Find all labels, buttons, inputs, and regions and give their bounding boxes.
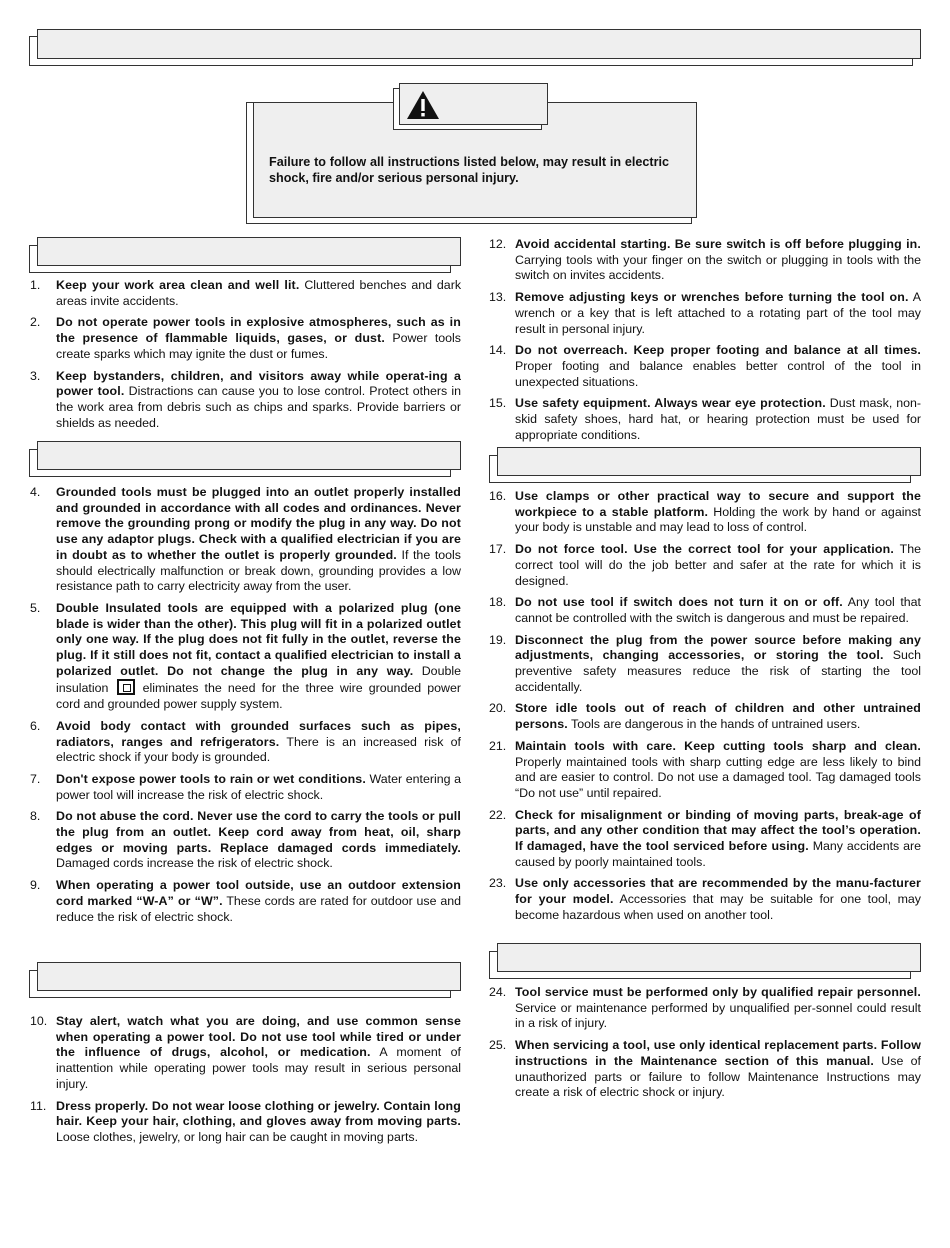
list-item: 5. Double Insulated tools are equipped with a polarized plug (one blade is wider than the other). This plug will fit in a polarized outlet only one way. If the plug does not fit fully in the outlet, reverse the plug. If it still does not fit, contact a qualified electrician to install a polarized outlet. Do not change the plug in any way. Double insulation eliminates the need for the three wire grounded power cord and grounded power supply system. bbox=[30, 600, 461, 712]
list-item: 25. When servicing a tool, use only identical replacement parts. Follow instructions in the Maintenance section of this manual. Use of unauthorized parts or failure to follow Maintenance Instructions may create a risk of electric shock or injury. bbox=[489, 1038, 921, 1100]
list-item: 8. Do not abuse the cord. Never use the cord to carry the tools or pull the plug from an outlet. Keep cord away from heat, oil, sharp edges or moving parts. Replace damaged cords immediately. Damaged cords increase the risk of electric shock. bbox=[30, 809, 461, 871]
list-item: 12. Avoid accidental starting. Be sure switch is off before plugging in. Carrying tools with your finger on the switch or plugging in tools with the switch on invites accidents. bbox=[489, 237, 921, 283]
list-item: 20. Store idle tools out of reach of children and other untrained persons. Tools are dangerous in the hands of untrained users. bbox=[489, 701, 921, 732]
warning-text: Failure to follow all instructions listed below, may result in electric shock, fire and/or serious personal injury. bbox=[269, 155, 669, 185]
list-item: 4. Grounded tools must be plugged into an outlet properly installed and grounded in accordance with all codes and ordinances. Never remove the grounding prong or modify the plug in any way. Do not use any adaptor plugs. Check with a qualified electrician if you are in doubt as to whether the outlet is properly grounded. If the tools should electrically malfunction or break down, grounding provides a low resistance path to carry electricity away from the user. bbox=[30, 485, 461, 594]
items-group-1 bbox=[30, 278, 461, 437]
list-item: 22. Check for misalignment or binding of moving parts, break-age of parts, and any other condition that may affect the tool’s operation. If damaged, have the tool serviced before using. Many accidents are caused by poorly maintained tools. bbox=[489, 807, 921, 869]
list-item: 24. Tool service must be performed only by qualified repair personnel. Service or maintenance performed by unqualified per-sonnel could result in a risk of injury. bbox=[489, 985, 921, 1031]
list-item: 13. Remove adjusting keys or wrenches before turning the tool on. A wrench or a key that is left attached to a rotating part of the tool may result in personal injury. bbox=[489, 290, 921, 336]
list-item: 10. Stay alert, watch what you are doing, and use common sense when operating a power tool. Do not use tool while tired or under the influence of drugs, alcohol, or medication. A moment of inattention while operating power tools may result in serious personal injury. bbox=[30, 1014, 461, 1091]
list-item: 19. Disconnect the plug from the power source before making any adjustments, changing accessories, or storing the tool. Such preventive safety measures reduce the risk of starting the tool accidentally. bbox=[489, 632, 922, 694]
list-item: 3. Keep bystanders, children, and visitors away while operat-ing a power tool. Distractions can cause you to lose control. Protect others in the work area from debris such as chips and sparks. Provide barriers or shields as needed. bbox=[30, 368, 461, 430]
list-item: 16. Use clamps or other practical way to secure and support the workpiece to a stable platform. Holding the work by hand or against your body is unstable and may lead to loss of control. bbox=[489, 489, 921, 535]
items-group-2 bbox=[30, 485, 461, 931]
list-item: 1. Keep your work area clean and well lit. Cluttered benches and dark areas invite accidents. bbox=[30, 278, 462, 308]
list-item: 11. Dress properly. Do not wear loose clothing or jewelry. Contain long hair. Keep your hair, clothing, and gloves away from moving parts. Loose clothes, jewelry, or long hair can be caught in moving parts. bbox=[30, 1098, 461, 1144]
list-item: 21. Maintain tools with care. Keep cutting tools sharp and clean. Properly maintained tools with sharp cutting edge are less likely to bind and are easier to control. Do not use a damaged tool. Tag damaged tools “Do not use” until repaired. bbox=[489, 738, 921, 800]
list-item: 23. Use only accessories that are recommended by the manu-facturer for your model. Accessories that may be suitable for one tool, may become hazardous when used on another tool. bbox=[489, 876, 921, 922]
list-item: 7. Don't expose power tools to rain or wet conditions. Water entering a power tool will increase the risk of electric shock. bbox=[30, 771, 461, 802]
items-group-6 bbox=[489, 985, 921, 1107]
items-group-3 bbox=[30, 1014, 461, 1152]
list-item: 15. Use safety equipment. Always wear eye protection. Dust mask, non-skid safety shoes, hard hat, or hearing protection must be used for appropriate conditions. bbox=[489, 396, 922, 442]
list-item: 18. Do not use tool if switch does not turn it on or off. Any tool that cannot be controlled with the switch is dangerous and must be repaired. bbox=[489, 595, 921, 625]
double-insulation-symbol-icon bbox=[117, 679, 135, 695]
list-item: 14. Do not overreach. Keep proper footing and balance at all times. Proper footing and balance enables better control of the tool in unexpected situations. bbox=[489, 343, 921, 389]
list-item: 6. Avoid body contact with grounded surfaces such as pipes, radiators, ranges and refrigerators. There is an increased risk of electric shock if your body is grounded. bbox=[30, 718, 462, 765]
items-group-5 bbox=[489, 489, 921, 930]
items-group-4 bbox=[489, 237, 921, 449]
list-item: 9. When operating a power tool outside, use an outdoor extension cord marked “W-A” or “W”. These cords are rated for outdoor use and reduce the risk of electric shock. bbox=[30, 878, 461, 924]
list-item: 2. Do not operate power tools in explosive atmospheres, such as in the presence of flammable liquids, gases, or dust. Power tools create sparks which may ignite the dust or fumes. bbox=[30, 315, 461, 361]
warning-triangle-icon bbox=[405, 89, 441, 121]
list-item: 17. Do not force tool. Use the correct tool for your application. The correct tool will do the job better and safer at the rate for which it is designed. bbox=[489, 542, 921, 588]
